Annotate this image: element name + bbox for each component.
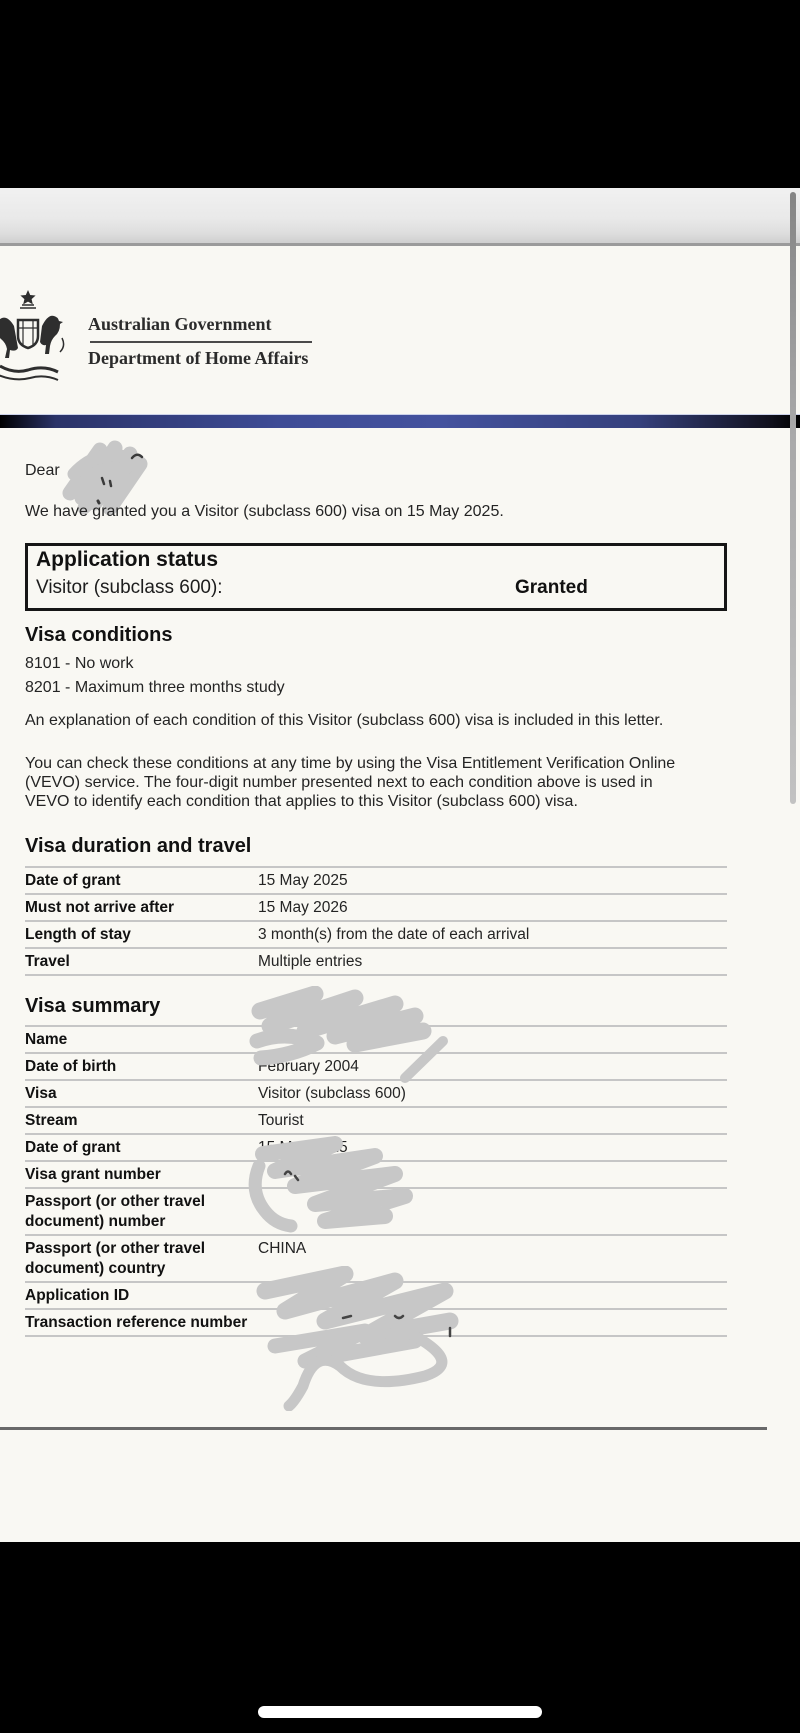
table-row — [25, 1308, 727, 1335]
vevo-paragraph — [25, 754, 765, 811]
visa-grant-letter — [0, 246, 800, 1542]
row-label: Date of birth — [25, 1058, 117, 1075]
row-value: 15 May 2025 — [258, 1139, 348, 1156]
vevo-line: You can check these conditions at any time by using the Visa Entitlement Verification Online — [25, 755, 676, 772]
row-value: Visitor (subclass 600) — [258, 1085, 406, 1102]
condition-explanation: An explanation of each condition of this Visitor (subclass 600) visa is included in this letter. — [25, 712, 664, 729]
table-row — [25, 866, 727, 893]
application-status-box — [25, 543, 727, 611]
visa-summary-table — [25, 1025, 727, 1337]
application-status-visa-label: Visitor (subclass 600): — [36, 577, 223, 598]
grant-intro: We have granted you a Visitor (subclass 600) visa on 15 May 2025. — [25, 503, 504, 520]
row-value: CHINA — [258, 1240, 307, 1257]
visa-duration-table — [25, 866, 727, 976]
commonwealth-coat-of-arms-icon — [0, 288, 68, 388]
application-status-title: Application status — [36, 548, 219, 571]
visa-conditions-list — [25, 652, 285, 700]
header-divider — [90, 341, 312, 343]
browser-toolbar-area — [0, 188, 800, 246]
vevo-line: VEVO to identify each condition that applies to this Visitor (subclass 600) visa. — [25, 793, 578, 810]
row-value: Tourist — [258, 1112, 304, 1129]
table-row — [25, 1025, 727, 1052]
row-label: Passport (or other travel document) number — [25, 1193, 206, 1230]
table-row — [25, 1160, 727, 1187]
row-label: Application ID — [25, 1287, 130, 1304]
row-label: Passport (or other travel document) country — [25, 1240, 206, 1277]
vevo-line: (VEVO) service. The four-digit number presented next to each condition above is used in — [25, 774, 653, 791]
row-value: 3 month(s) from the date of each arrival — [258, 926, 530, 943]
government-title: Australian Government — [88, 314, 272, 334]
application-status-value: Granted — [515, 577, 588, 598]
row-label: Must not arrive after — [25, 899, 175, 916]
row-label: Transaction reference number — [25, 1314, 248, 1331]
row-value: February 2004 — [258, 1058, 359, 1075]
visa-conditions-title: Visa conditions — [25, 624, 173, 646]
department-title: Department of Home Affairs — [88, 348, 309, 368]
row-label: Date of grant — [25, 1139, 121, 1156]
table-row — [25, 893, 727, 920]
letterhead-navy-band — [0, 414, 800, 428]
visa-summary-title: Visa summary — [25, 995, 161, 1017]
row-label: Visa grant number — [25, 1166, 161, 1183]
row-label: Name — [25, 1031, 68, 1048]
table-row — [25, 947, 727, 974]
table-row — [25, 920, 727, 947]
scrollbar[interactable] — [790, 192, 796, 804]
salutation: Dear — [25, 462, 60, 479]
table-row — [25, 1234, 727, 1281]
row-label: Date of grant — [25, 872, 121, 889]
home-indicator[interactable] — [258, 1706, 542, 1718]
letter-footer-rule — [0, 1427, 767, 1430]
table-row — [25, 1133, 727, 1160]
row-value: 15 May 2026 — [258, 899, 348, 916]
visa-condition-item: 8101 - No work — [25, 655, 134, 672]
row-label: Length of stay — [25, 926, 131, 943]
row-value: 15 May 2025 — [258, 872, 348, 889]
table-row — [25, 1187, 727, 1234]
row-label: Stream — [25, 1112, 78, 1129]
row-value: Multiple entries — [258, 953, 363, 970]
table-row — [25, 1106, 727, 1133]
row-label: Visa — [25, 1085, 57, 1102]
row-label: Travel — [25, 953, 70, 970]
visa-duration-title: Visa duration and travel — [25, 835, 252, 857]
table-row — [25, 1281, 727, 1308]
table-row — [25, 1052, 727, 1079]
visa-condition-item: 8201 - Maximum three months study — [25, 679, 285, 696]
table-row — [25, 1079, 727, 1106]
